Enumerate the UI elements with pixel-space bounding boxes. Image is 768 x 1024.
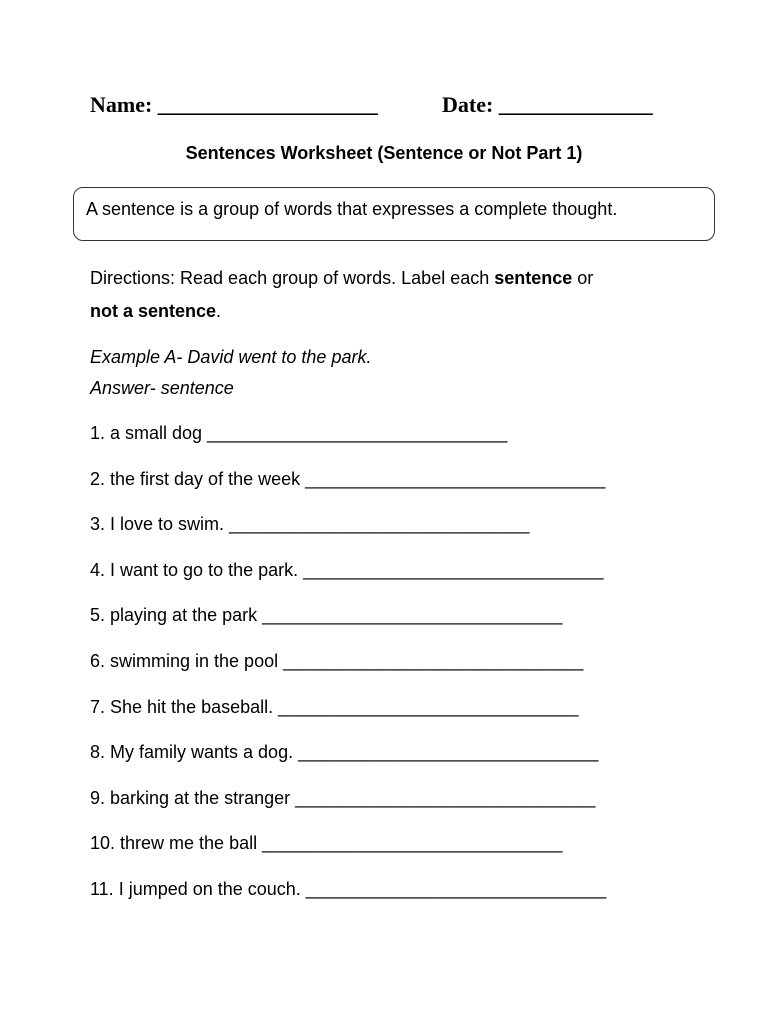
list-item: 4. I want to go to the park. ______________________________ bbox=[90, 559, 604, 580]
list-item: 1. a small dog ______________________________ bbox=[90, 423, 508, 443]
directions bbox=[90, 262, 690, 328]
worksheet-title: Sentences Worksheet (Sentence or Not Part 1) bbox=[185, 143, 583, 163]
definition-box bbox=[73, 187, 715, 241]
example-block bbox=[90, 342, 371, 404]
list-item: 5. playing at the park ______________________________ bbox=[90, 605, 563, 626]
list-item: 3. I love to swim. ______________________________ bbox=[90, 514, 530, 535]
date-field-label: Date: ______________ bbox=[442, 92, 653, 117]
list-item: 10. threw me the ball ______________________________ bbox=[90, 833, 563, 854]
list-item: 8. My family wants a dog. ______________________________ bbox=[90, 742, 599, 763]
example-line: Example A- David went to the park. bbox=[90, 347, 372, 367]
list-item: 6. swimming in the pool ______________________________ bbox=[90, 650, 584, 671]
list-item: 2. the first day of the week ______________________________ bbox=[90, 468, 606, 489]
directions-bold-not-sentence: not a sentence bbox=[90, 301, 217, 321]
list-item: 9. barking at the stranger ______________________________ bbox=[90, 787, 596, 808]
list-item: 7. She hit the baseball. ______________________________ bbox=[90, 696, 579, 717]
name-field-label: Name: ____________________ bbox=[90, 92, 378, 117]
directions-bold-sentence: sentence bbox=[494, 268, 573, 288]
directions-lead: Directions: Read each group of words. Label each bbox=[90, 268, 495, 288]
example-answer: Answer- sentence bbox=[90, 378, 234, 398]
list-item: 11. I jumped on the couch. ______________________________ bbox=[90, 878, 607, 899]
directions-end: . bbox=[216, 301, 222, 321]
item-list bbox=[90, 418, 606, 920]
directions-mid: or bbox=[572, 268, 594, 288]
definition-text: A sentence is a group of words that expresses a complete thought. bbox=[86, 199, 618, 219]
